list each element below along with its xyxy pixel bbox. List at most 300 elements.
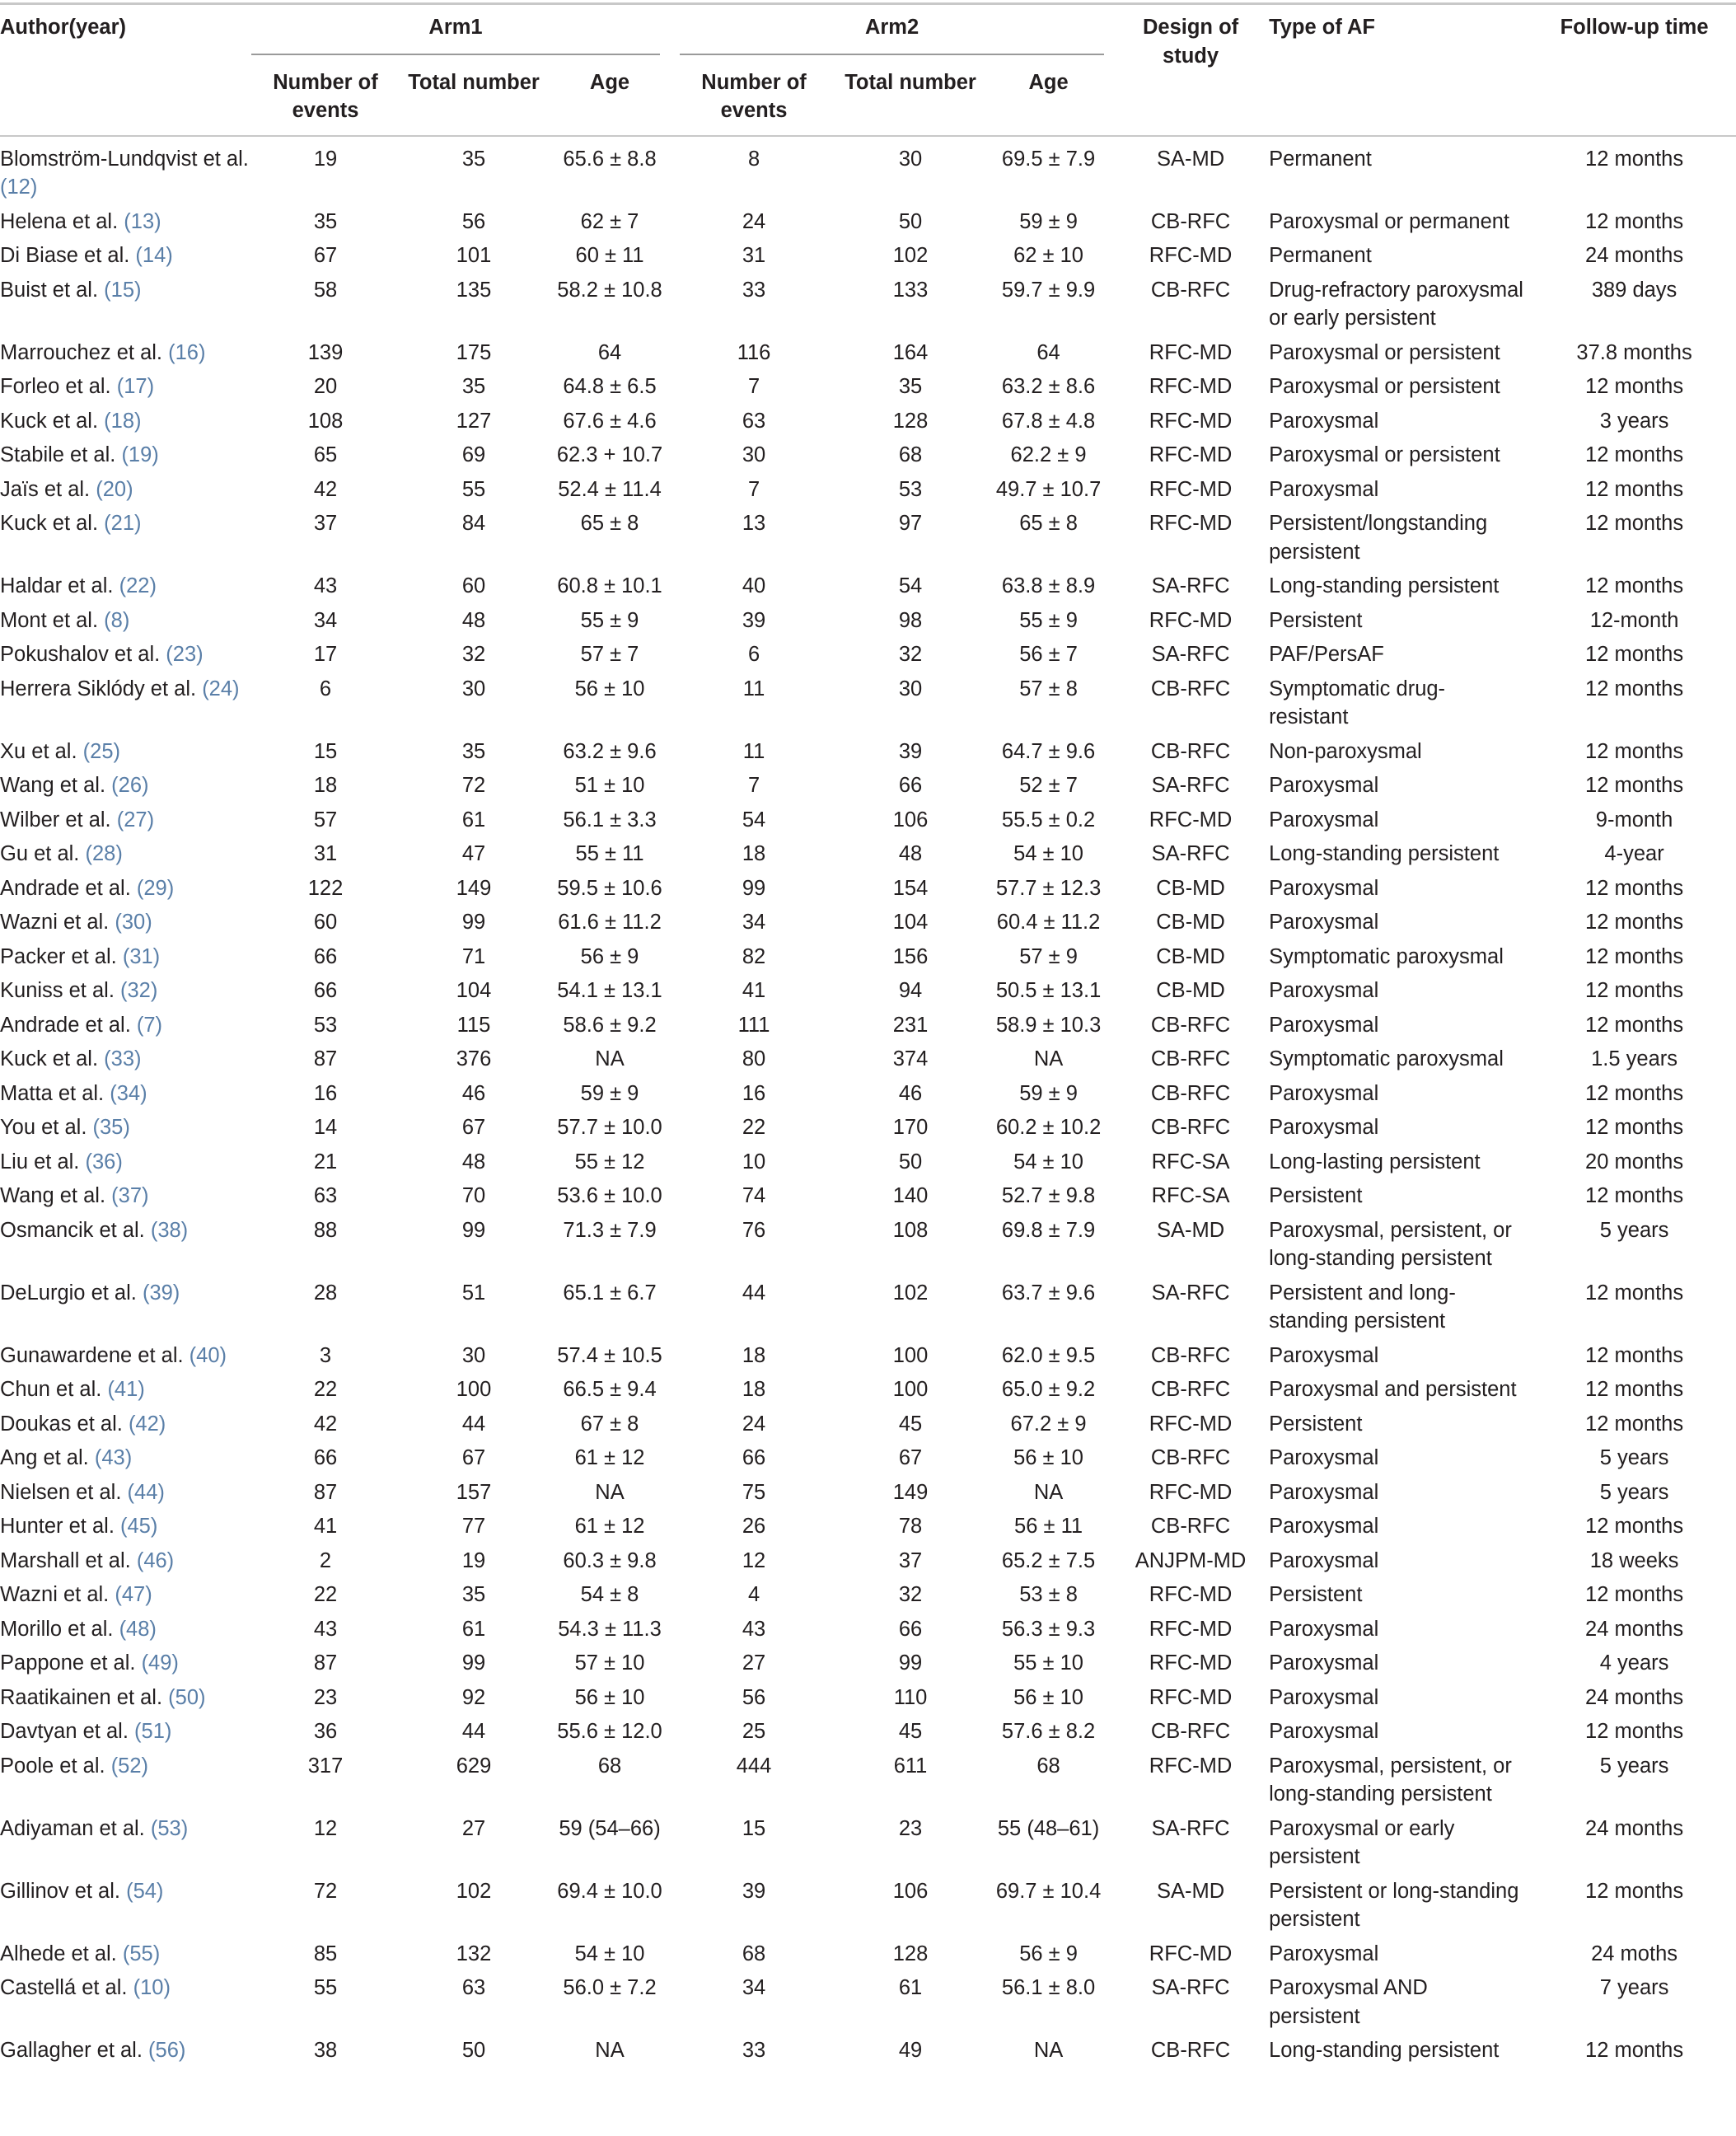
cell-arm2-age: NA: [1033, 1047, 1064, 1070]
reference-link[interactable]: (55): [122, 1942, 161, 1965]
cell-arm2-age: 69.5 ± 7.9: [1001, 147, 1096, 171]
cell-design: CB-MD: [1156, 944, 1225, 968]
author-name: Wilber et al.: [0, 808, 111, 831]
author-name: Forleo et al.: [0, 375, 111, 398]
cell-design: RFC-MD: [1149, 340, 1233, 364]
cell-arm1-total: 71: [461, 944, 486, 968]
cell-follow-up: 12 months: [1585, 1720, 1684, 1743]
cell-arm1-age: 62.3 + 10.7: [556, 443, 663, 466]
reference-link[interactable]: (19): [121, 443, 159, 466]
cell-type-of-af: Paroxysmal AND persistent: [1269, 1976, 1428, 2028]
table-row: [0, 872, 1736, 906]
table-row: [0, 837, 1736, 872]
cell-arm2-age: 56.3 ± 9.3: [1001, 1617, 1096, 1641]
reference-link[interactable]: (17): [116, 375, 155, 398]
cell-design: CB-RFC: [1150, 278, 1231, 302]
reference-link[interactable]: (20): [96, 477, 133, 501]
reference-link[interactable]: (23): [166, 643, 204, 666]
author-name: Nielsen et al.: [0, 1480, 122, 1504]
cell-author: [0, 1937, 251, 1972]
reference-link[interactable]: (56): [148, 2039, 186, 2062]
cell-type-of-af: Long-lasting persistent: [1269, 1150, 1481, 1173]
cell-arm1-events: 17: [313, 643, 338, 666]
cell-arm2-age: 63.7 ± 9.6: [1001, 1281, 1096, 1305]
reference-link[interactable]: (29): [136, 876, 175, 900]
cell-type-of-af: Long-standing persistent: [1269, 842, 1500, 865]
cell-design: RFC-MD: [1149, 808, 1233, 831]
cell-design: RFC-MD: [1149, 512, 1233, 535]
reference-link[interactable]: (25): [82, 739, 121, 763]
table-row: [0, 1715, 1736, 1750]
cell-arm2-age: 55 (48–61): [997, 1816, 1100, 1840]
cell-type-of-af: Paroxysmal: [1269, 774, 1379, 797]
cell-design: RFC-SA: [1151, 1184, 1230, 1207]
cell-type-of-af: Paroxysmal: [1269, 1651, 1379, 1675]
author-name: Marrouchez et al.: [0, 340, 163, 364]
author-name: Andrade et al.: [0, 876, 131, 900]
cell-design: ANJPM-MD: [1135, 1548, 1247, 1572]
cell-arm2-events: 4: [747, 1583, 760, 1606]
reference-link[interactable]: (40): [189, 1343, 227, 1367]
cell-arm2-age: 60.2 ± 10.2: [995, 1116, 1102, 1139]
cell-author: [0, 507, 251, 569]
table-row: [0, 1875, 1736, 1937]
cell-arm1-total: 60: [461, 574, 486, 597]
cell-arm2-events: 44: [742, 1281, 766, 1305]
reference-link[interactable]: (52): [110, 1754, 149, 1778]
reference-link[interactable]: (53): [150, 1816, 189, 1840]
reference-link[interactable]: (35): [92, 1116, 130, 1139]
cell-author: [0, 906, 251, 940]
cell-arm1-events: 23: [313, 1685, 338, 1709]
cell-arm2-total: 50: [898, 1150, 923, 1173]
cell-follow-up: 12 months: [1585, 2039, 1684, 2062]
cell-arm1-age: 65 ± 8: [580, 512, 639, 535]
cell-type-of-af: Paroxysmal, persistent, or long-standing persistent: [1269, 1218, 1512, 1270]
reference-link[interactable]: (27): [116, 808, 155, 831]
cell-author: [0, 1111, 251, 1145]
cell-arm1-events: 16: [313, 1081, 338, 1105]
cell-arm2-events: 24: [742, 209, 766, 233]
table-row: [0, 1111, 1736, 1145]
cell-type-of-af: Paroxysmal or persistent: [1269, 443, 1500, 466]
cell-arm1-age: 53.6 ± 10.0: [557, 1184, 662, 1207]
cell-arm1-events: 139: [307, 340, 344, 364]
author-name: Jaïs et al.: [0, 477, 91, 501]
cell-arm1-age: 66.5 ± 9.4: [563, 1378, 657, 1401]
cell-arm1-total: 35: [461, 1583, 486, 1606]
cell-arm1-total: 35: [461, 147, 486, 171]
cell-arm2-total: 133: [892, 278, 929, 302]
reference-link[interactable]: (32): [120, 979, 158, 1002]
reference-link[interactable]: (24): [202, 677, 240, 700]
reference-link[interactable]: (48): [119, 1617, 157, 1641]
cell-author: [0, 872, 251, 906]
author-name: Chun et al.: [0, 1378, 102, 1401]
cell-follow-up: 12 months: [1585, 944, 1684, 968]
cell-arm1-events: 21: [313, 1150, 338, 1173]
header-arm1-events: [251, 55, 400, 136]
cell-arm2-total: 53: [898, 477, 923, 501]
author-name: Buist et al.: [0, 278, 99, 302]
cell-design: CB-MD: [1156, 911, 1225, 934]
header-arm2: [671, 5, 1112, 55]
cell-arm1-events: 72: [313, 1879, 338, 1903]
cell-design: RFC-MD: [1149, 1651, 1233, 1675]
reference-link[interactable]: (45): [120, 1515, 158, 1538]
cell-follow-up: 12 months: [1585, 443, 1684, 466]
cell-arm2-age: 56 ± 9: [1019, 1942, 1078, 1965]
header-design-label: Design of study: [1142, 16, 1239, 68]
cell-follow-up: 12 months: [1585, 1515, 1684, 1538]
reference-link[interactable]: (10): [133, 1976, 171, 1999]
reference-link[interactable]: (26): [111, 774, 149, 797]
table-row: [0, 638, 1736, 672]
cell-arm2-age: 54 ± 10: [1013, 842, 1083, 865]
reference-link[interactable]: (31): [122, 944, 161, 968]
cell-type-of-af: Long-standing persistent: [1269, 574, 1500, 597]
table-row: [0, 205, 1736, 240]
cell-arm1-events: 55: [313, 1976, 338, 1999]
cell-arm2-total: 99: [898, 1651, 923, 1675]
reference-link[interactable]: (30): [115, 911, 152, 934]
reference-link[interactable]: (46): [136, 1548, 175, 1572]
table-row: [0, 1971, 1736, 2034]
cell-arm2-age: 65.0 ± 9.2: [1001, 1378, 1096, 1401]
reference-link[interactable]: (13): [124, 209, 161, 233]
cell-design: RFC-MD: [1149, 1480, 1233, 1504]
cell-author: [0, 837, 251, 872]
cell-follow-up: 12 months: [1585, 739, 1684, 763]
reference-link[interactable]: (36): [85, 1150, 123, 1173]
cell-type-of-af: Paroxysmal or persistent: [1269, 375, 1500, 398]
cell-arm1-age: 60.8 ± 10.1: [557, 574, 662, 597]
cell-design: SA-RFC: [1151, 774, 1230, 797]
cell-type-of-af: Paroxysmal: [1269, 409, 1379, 433]
cell-type-of-af: Paroxysmal: [1269, 477, 1379, 501]
cell-type-of-af: Persistent: [1269, 1583, 1363, 1606]
header-arm1-events-label: Number of events: [273, 70, 378, 122]
author-name: Kuck et al.: [0, 1047, 99, 1070]
cell-arm1-events: 87: [313, 1651, 338, 1675]
cell-type-of-af: Symptomatic paroxysmal: [1269, 1047, 1504, 1070]
cell-arm1-events: 63: [313, 1184, 338, 1207]
reference-link[interactable]: (12): [0, 176, 38, 199]
cell-arm2-total: 102: [892, 1281, 929, 1305]
author-name: Andrade et al.: [0, 1013, 131, 1037]
cell-type-of-af: Paroxysmal or persistent: [1269, 340, 1500, 364]
reference-link[interactable]: (43): [94, 1446, 133, 1469]
cell-follow-up: 5 years: [1599, 1480, 1669, 1504]
reference-link[interactable]: (47): [115, 1583, 152, 1606]
cell-arm1-total: 72: [461, 774, 486, 797]
cell-author: [0, 1373, 251, 1408]
cell-type-of-af: Paroxysmal: [1269, 1446, 1379, 1469]
cell-arm2-total: 374: [892, 1047, 929, 1070]
author-name: Wang et al.: [0, 1184, 106, 1207]
cell-type-of-af: Persistent and long-standing persistent: [1269, 1281, 1456, 1333]
reference-link[interactable]: (14): [135, 244, 173, 267]
cell-arm2-age: 56 ± 7: [1019, 643, 1078, 666]
cell-arm1-total: 99: [461, 1651, 486, 1675]
cell-arm2-events: 63: [742, 409, 766, 433]
table-header: [0, 5, 1736, 136]
cell-follow-up: 18 weeks: [1589, 1548, 1679, 1572]
cell-type-of-af: Paroxysmal: [1269, 1480, 1379, 1504]
author-name: Ang et al.: [0, 1446, 89, 1469]
author-name: Kuck et al.: [0, 409, 99, 433]
cell-arm2-total: 68: [898, 443, 923, 466]
cell-arm2-total: 128: [892, 409, 929, 433]
cell-arm2-events: 76: [742, 1218, 766, 1242]
cell-arm1-total: 629: [456, 1754, 492, 1778]
cell-author: [0, 769, 251, 803]
cell-arm1-events: 3: [319, 1343, 332, 1367]
cell-type-of-af: PAF/PersAF: [1269, 643, 1384, 666]
header-followup: Follow-up time: [1560, 16, 1709, 39]
cell-arm2-events: 18: [742, 842, 766, 865]
header-type: Type of AF: [1269, 16, 1375, 39]
cell-follow-up: 12 months: [1585, 1343, 1684, 1367]
author-name: Pappone et al.: [0, 1651, 136, 1675]
cell-arm1-total: 48: [461, 1150, 486, 1173]
table-row: [0, 1750, 1736, 1812]
cell-arm1-total: 100: [456, 1378, 492, 1401]
reference-link[interactable]: (41): [107, 1378, 145, 1401]
reference-link[interactable]: (7): [136, 1013, 163, 1037]
cell-arm1-total: 135: [456, 278, 492, 302]
cell-arm1-events: 108: [307, 409, 344, 433]
cell-arm2-events: 11: [742, 739, 765, 763]
table-row: [0, 735, 1736, 770]
reference-link[interactable]: (54): [126, 1879, 164, 1903]
reference-link[interactable]: (39): [142, 1281, 180, 1305]
cell-arm2-total: 231: [892, 1013, 929, 1037]
cell-arm2-total: 154: [892, 876, 929, 900]
cell-arm1-total: 70: [461, 1184, 486, 1207]
cell-design: CB-RFC: [1150, 677, 1231, 700]
cell-arm1-total: 67: [461, 1446, 486, 1469]
cell-author: [0, 1339, 251, 1374]
header-arm1-age: Age: [589, 70, 630, 94]
cell-follow-up: 24 months: [1585, 1816, 1684, 1840]
cell-arm1-events: 87: [313, 1047, 338, 1070]
table-row: [0, 940, 1736, 975]
cell-arm2-age: 56 ± 10: [1013, 1685, 1083, 1709]
cell-arm2-events: 27: [742, 1651, 766, 1675]
cell-arm1-age: 54 ± 10: [574, 1942, 645, 1965]
cell-arm2-events: 6: [747, 643, 760, 666]
table-row: [0, 1613, 1736, 1647]
cell-author: [0, 136, 251, 205]
cell-arm2-total: 46: [898, 1081, 923, 1105]
table-row: [0, 1009, 1736, 1043]
cell-design: RFC-MD: [1149, 1685, 1233, 1709]
cell-arm1-events: 31: [313, 842, 338, 865]
cell-arm2-total: 128: [892, 1942, 929, 1965]
author-name: Matta et al.: [0, 1081, 105, 1105]
cell-follow-up: 3 years: [1599, 409, 1669, 433]
cell-design: RFC-MD: [1149, 443, 1233, 466]
cell-arm2-age: 57 ± 8: [1019, 677, 1078, 700]
author-name: Gallagher et al.: [0, 2039, 143, 2062]
author-name: Stabile et al.: [0, 443, 116, 466]
table-row: [0, 1681, 1736, 1716]
cell-arm1-age: 57 ± 7: [580, 643, 639, 666]
cell-arm1-total: 48: [461, 608, 486, 632]
cell-author: [0, 735, 251, 770]
cell-type-of-af: Symptomatic paroxysmal: [1269, 944, 1504, 968]
cell-arm1-total: 47: [461, 842, 486, 865]
cell-arm1-total: 50: [461, 2039, 486, 2062]
reference-link[interactable]: (44): [127, 1480, 165, 1504]
cell-arm1-total: 63: [461, 1976, 486, 1999]
reference-link[interactable]: (34): [110, 1081, 147, 1105]
cell-design: CB-RFC: [1150, 1081, 1231, 1105]
table-row: [0, 769, 1736, 803]
table-row: [0, 569, 1736, 604]
cell-arm2-events: 13: [742, 512, 766, 535]
cell-author: [0, 370, 251, 405]
cell-follow-up: 24 months: [1585, 1617, 1684, 1641]
reference-link[interactable]: (18): [104, 409, 142, 433]
cell-arm2-total: 23: [898, 1816, 923, 1840]
cell-follow-up: 24 months: [1585, 244, 1684, 267]
cell-author: [0, 1875, 251, 1937]
cell-arm1-age: 56 ± 10: [574, 1685, 645, 1709]
author-name: Hunter et al.: [0, 1515, 115, 1538]
cell-type-of-af: Paroxysmal: [1269, 1343, 1379, 1367]
cell-arm1-age: 54.3 ± 11.3: [558, 1617, 662, 1641]
table-row: [0, 1339, 1736, 1374]
reference-link[interactable]: (49): [141, 1651, 179, 1675]
reference-link[interactable]: (22): [119, 574, 157, 597]
reference-link[interactable]: (28): [85, 842, 123, 865]
header-arm2-events: [671, 55, 836, 136]
cell-design: CB-RFC: [1150, 739, 1231, 763]
cell-author: [0, 1510, 251, 1544]
cell-follow-up: 4 years: [1599, 1651, 1669, 1675]
table-body: [0, 136, 1736, 2068]
cell-arm1-events: 36: [313, 1720, 338, 1743]
cell-author: [0, 940, 251, 975]
cell-arm2-total: 100: [892, 1378, 929, 1401]
author-name: Di Biase et al.: [0, 244, 130, 267]
cell-arm1-total: 56: [461, 209, 486, 233]
reference-link[interactable]: (42): [128, 1412, 166, 1436]
cell-arm2-events: 111: [737, 1013, 770, 1037]
cell-arm2-total: 106: [892, 1879, 929, 1903]
cell-author: [0, 239, 251, 274]
cell-arm1-events: 20: [313, 375, 338, 398]
reference-link[interactable]: (15): [104, 278, 142, 302]
cell-design: CB-RFC: [1150, 1515, 1231, 1538]
cell-design: RFC-MD: [1149, 1942, 1233, 1965]
cell-type-of-af: Persistent: [1269, 1412, 1363, 1436]
table-row: [0, 1145, 1736, 1180]
cell-arm2-total: 32: [898, 643, 923, 666]
cell-design: SA-RFC: [1151, 1976, 1230, 1999]
cell-arm1-events: 43: [313, 1617, 338, 1641]
cell-arm2-age: NA: [1033, 2039, 1064, 2062]
cell-follow-up: 12 months: [1585, 643, 1684, 666]
cell-follow-up: 12 months: [1585, 147, 1684, 171]
cell-design: RFC-MD: [1149, 1617, 1233, 1641]
reference-link[interactable]: (51): [134, 1720, 172, 1743]
cell-author: [0, 1042, 251, 1077]
cell-arm2-age: 55.5 ± 0.2: [1001, 808, 1096, 831]
cell-arm1-age: 54 ± 8: [580, 1583, 639, 1606]
reference-link[interactable]: (37): [111, 1184, 149, 1207]
cell-arm1-age: 59 (54–66): [559, 1816, 661, 1840]
reference-link[interactable]: (8): [104, 608, 130, 632]
cell-design: SA-MD: [1156, 1879, 1225, 1903]
author-name: Gu et al.: [0, 842, 80, 865]
table-row: [0, 136, 1736, 205]
reference-link[interactable]: (33): [104, 1047, 142, 1070]
author-name: Osmancik et al.: [0, 1218, 145, 1242]
cell-arm1-total: 92: [461, 1685, 486, 1709]
table-row: [0, 473, 1736, 508]
cell-follow-up: 12 months: [1585, 979, 1684, 1002]
cell-design: SA-MD: [1156, 147, 1225, 171]
cell-arm1-age: 69.4 ± 10.0: [557, 1879, 662, 1903]
cell-design: SA-RFC: [1151, 574, 1230, 597]
cell-arm2-age: 57.7 ± 12.3: [995, 876, 1102, 900]
cell-type-of-af: Paroxysmal: [1269, 1116, 1379, 1139]
cell-arm2-events: 34: [742, 1976, 766, 1999]
author-name: Marshall et al.: [0, 1548, 131, 1572]
cell-type-of-af: Paroxysmal or permanent: [1269, 209, 1510, 233]
cell-arm2-events: 16: [742, 1081, 766, 1105]
author-name: Poole et al.: [0, 1754, 105, 1778]
cell-arm2-events: 66: [742, 1446, 766, 1469]
cell-arm2-age: 59 ± 9: [1019, 209, 1078, 233]
cell-arm1-age: 56.0 ± 7.2: [563, 1976, 657, 1999]
cell-follow-up: 12 months: [1585, 1412, 1684, 1436]
reference-link[interactable]: (38): [150, 1218, 189, 1242]
cell-arm2-events: 75: [742, 1480, 766, 1504]
cell-arm2-age: 64.7 ± 9.6: [1001, 739, 1096, 763]
cell-author: [0, 1009, 251, 1043]
reference-link[interactable]: (50): [168, 1685, 206, 1709]
cell-follow-up: 20 months: [1585, 1150, 1684, 1173]
cell-arm2-total: 50: [898, 209, 923, 233]
reference-link[interactable]: (16): [168, 340, 206, 364]
cell-arm2-total: 100: [892, 1343, 929, 1367]
cell-arm2-events: 39: [742, 1879, 766, 1903]
cell-arm2-age: 57 ± 9: [1019, 944, 1078, 968]
cell-arm2-events: 82: [742, 944, 766, 968]
cell-arm1-events: 57: [313, 808, 338, 831]
cell-type-of-af: Paroxysmal: [1269, 1515, 1379, 1538]
reference-link[interactable]: (21): [104, 512, 142, 535]
table-row: [0, 1408, 1736, 1442]
cell-type-of-af: Paroxysmal: [1269, 1081, 1379, 1105]
cell-follow-up: 5 years: [1599, 1218, 1669, 1242]
cell-arm2-age: 64: [1036, 340, 1060, 364]
cell-arm1-events: 85: [313, 1942, 338, 1965]
cell-arm2-events: 444: [736, 1754, 772, 1778]
cell-follow-up: 9-month: [1595, 808, 1673, 831]
cell-arm2-events: 41: [742, 979, 766, 1002]
author-name: Mont et al.: [0, 608, 99, 632]
header-author: Author(year): [0, 16, 127, 39]
cell-type-of-af: Paroxysmal: [1269, 1685, 1379, 1709]
cell-author: [0, 2034, 251, 2068]
cell-author: [0, 1578, 251, 1613]
cell-arm1-events: 41: [313, 1515, 338, 1538]
